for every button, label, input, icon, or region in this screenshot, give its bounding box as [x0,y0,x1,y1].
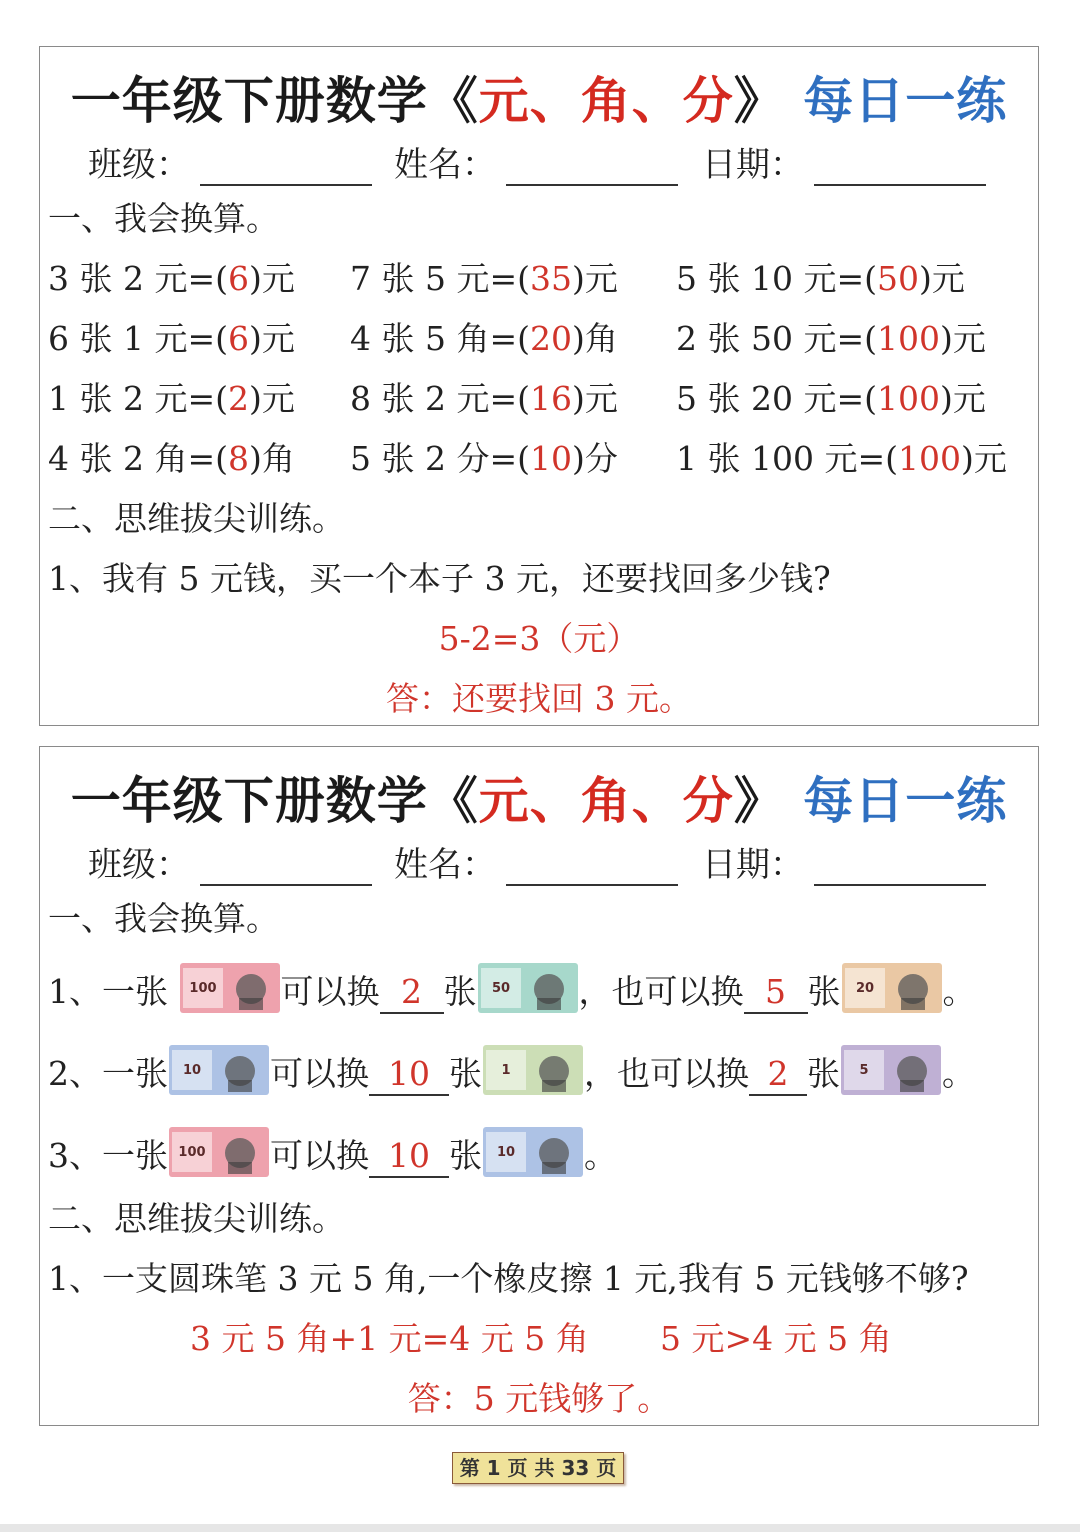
banknote-icon [477,962,579,1014]
banknote-icon [168,1044,270,1096]
banknote-icon [168,1126,270,1178]
section-heading: 一、我会换算。 [48,199,279,238]
name-field[interactable]: 姓名： [394,837,678,886]
section-heading: 二、思维拔尖训练。 [48,1199,345,1238]
answer-blank: 10 [369,1054,449,1096]
answer-blank: 5 [744,972,808,1014]
conversion-row: 4 张 2 角=(8)角 5 张 2 分=(10)分 1 张 100 元=(100)元 [48,439,1007,478]
banknote-icon [841,962,943,1014]
svg-text:1: 1 [501,1063,511,1078]
banknote-icon [482,1044,584,1096]
svg-text:50: 50 [491,981,510,996]
svg-text:100: 100 [188,981,217,996]
bottom-bar [0,1524,1080,1532]
svg-text:100: 100 [178,1145,206,1160]
worksheet-title: 一年级下册数学《元、角、分》 每日一练 [70,772,1008,830]
svg-text:5: 5 [859,1063,869,1078]
svg-text:20: 20 [855,981,874,996]
svg-text:10: 10 [496,1145,516,1160]
word-problem: 1、一支圆珠笔 3 元 5 角,一个橡皮擦 1 元,我有 5 元钱够不够? [48,1259,969,1298]
banknote-icon [179,962,281,1014]
worksheet-2 [39,746,1039,1426]
section-heading: 一、我会换算。 [48,899,279,938]
word-problem: 1、我有 5 元钱，买一个本子 3 元，还要找回多少钱? [48,559,831,598]
solution-answer: 答：还要找回 3 元。 [386,679,692,718]
conversion-row: 6 张 1 元=(6)元 4 张 5 角=(20)角 2 张 50 元=(100)元 [48,319,986,358]
date-field[interactable]: 日期： [702,837,986,886]
conversion-row: 1 张 2 元=(2)元 8 张 2 元=(16)元 5 张 20 元=(100)元 [48,379,986,418]
worksheet-1 [39,46,1039,726]
worksheet-title: 一年级下册数学《元、角、分》 每日一练 [70,72,1008,130]
answer-blank: 2 [380,972,444,1014]
exchange-question: 2、一张 10 可以换 10 张 1 ，也可以换 2 张 5 。 [48,1039,1032,1109]
svg-text:10: 10 [182,1063,202,1078]
conversion-row: 3 张 2 元=(6)元 7 张 5 元=(35)元 5 张 10 元=(50)元 [48,259,965,298]
class-field[interactable]: 班级： [88,837,372,886]
class-field[interactable]: 班级： [88,137,372,186]
solution-answer: 答：5 元钱够了。 [407,1379,671,1418]
page-indicator: 第 1 页 共 33 页 [452,1452,624,1484]
name-field[interactable]: 姓名： [394,137,678,186]
banknote-icon [482,1126,584,1178]
solution-equations [48,1313,1032,1365]
date-field[interactable]: 日期： [702,137,986,186]
exchange-question: 1、一张 100 可以换 2 张 50 ，也可以换 5 张 20 。 [48,957,1032,1027]
student-info [88,837,990,887]
solution-equation: 3 元 5 角+1 元=4 元 5 角 [190,1319,589,1358]
answer-blank: 10 [369,1136,449,1178]
answer-blank: 2 [749,1054,807,1096]
section-heading: 二、思维拔尖训练。 [48,499,345,538]
banknote-icon [840,1044,942,1096]
solution-comparison: 5 元>4 元 5 角 [660,1319,892,1358]
solution-equation: 5-2=3（元） [438,619,640,658]
exchange-question: 3、一张 100 可以换 10 张 10 。 [48,1121,1032,1191]
student-info [88,137,990,187]
